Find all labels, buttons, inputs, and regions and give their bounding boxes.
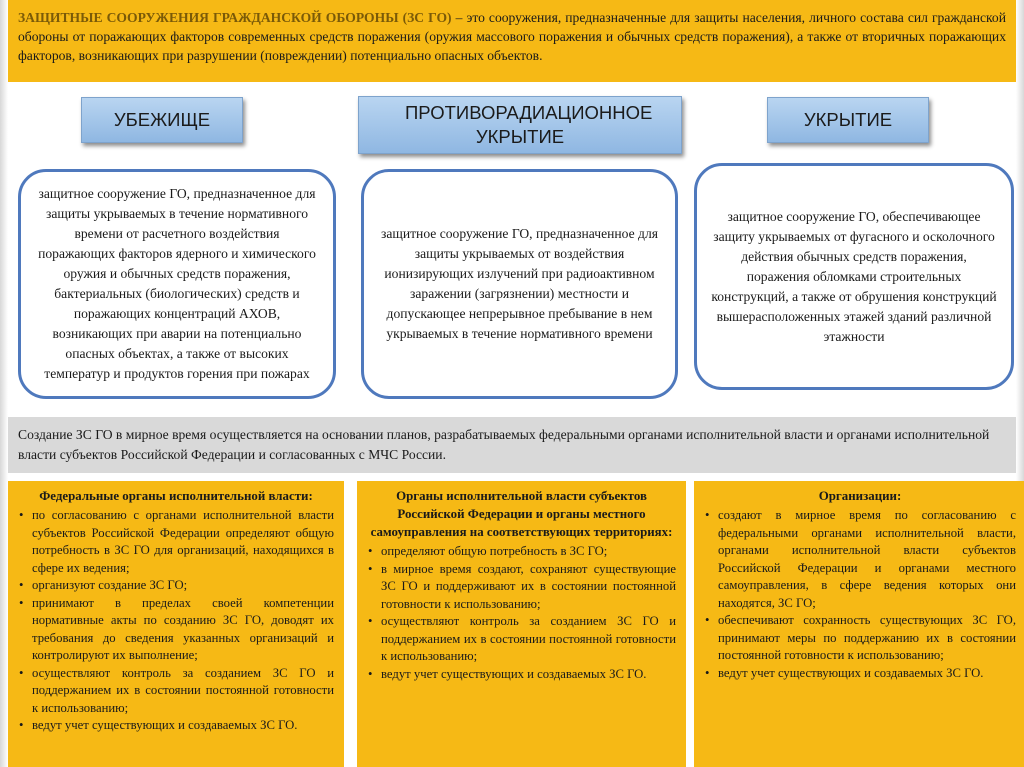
duty-list xyxy=(367,543,676,683)
column-federal-bodies xyxy=(8,481,344,767)
title-cover-label: УКРЫТИЕ xyxy=(803,109,893,130)
list-item: • в мирное время создают, сохраняют существующие ЗС ГО и поддерживают их в состоянии постоянной готовности к использованию; xyxy=(367,561,676,614)
title-shelter xyxy=(81,97,243,143)
list-item: • ведут учет существующих и создаваемых ЗС ГО. xyxy=(367,666,676,684)
description-shelter xyxy=(18,169,336,399)
list-item: • ведут учет существующих и создаваемых ЗС ГО. xyxy=(18,717,334,735)
description-cover xyxy=(694,163,1014,390)
column-heading: Органы исполнительной власти субъектов Российской Федерации и органы местного самоуправления на соответствующих территориях: xyxy=(370,489,673,539)
column-heading: Организации: xyxy=(818,489,902,503)
title-shelter-label: УБЕЖИЩЕ xyxy=(113,109,211,130)
list-item: • осуществляют контроль за созданием ЗС ГО и поддержанием их в состоянии постоянной готовности к использованию; xyxy=(18,665,334,718)
definition-term: ЗАЩИТНЫЕ СООРУЖЕНИЯ ГРАЖДАНСКОЙ ОБОРОНЫ (ЗС ГО) xyxy=(18,10,452,25)
list-item: • обеспечивают сохранность существующих ЗС ГО, принимают меры по поддержанию их в состоянии постоянной готовности к использованию; xyxy=(704,612,1016,665)
column-heading: Федеральные органы исполнительной власти: xyxy=(39,489,313,503)
definition-text: – это сооружения, предназначенные для защиты населения, личного состава сил гражданской обороны от поражающих факторов современных средств поражения (оружия массового поражения и обычных средств поражения), а также от вторичных поражающих факторов, возникающих при разрушении (повреждении) потенциально опасных объектов. xyxy=(18,10,1006,63)
title-cover xyxy=(767,97,929,143)
list-item: • определяют общую потребность в ЗС ГО; xyxy=(367,543,676,561)
duty-list xyxy=(704,507,1016,682)
list-item: • по согласованию с органами исполнительной власти субъектов Российской Федерации определяют общую потребность в ЗС ГО для организаций, находящихся в сфере их ведения; xyxy=(18,507,334,577)
definition-header xyxy=(8,0,1016,82)
list-item: • создают в мирное время по согласованию с федеральными органами исполнительной власти, органами исполнительной власти субъектов Российской Федерации и органами местного самоуправления, в сфере ведения которых они находятся, ЗС ГО; xyxy=(704,507,1016,612)
column-organizations xyxy=(694,481,1024,767)
title-antiradiation-shelter xyxy=(358,96,682,154)
list-item: • принимают в пределах своей компетенции нормативные акты по созданию ЗС ГО, доводят их требования до сведения указанных организаций и контролируют их выполнение; xyxy=(18,595,334,665)
list-item: • ведут учет существующих и создаваемых ЗС ГО. xyxy=(704,665,1016,683)
creation-basis-note xyxy=(8,417,1016,473)
title-antiradiation-shelter-label: ПРОТИВОРАДИАЦИОННОЕ УКРЫТИЕ xyxy=(405,102,653,147)
description-antiradiation-shelter-text: защитное сооружение ГО, предназначенное для защиты укрываемых от воздействия ионизирующих излучений при радиоактивном заражении (загрязнении) местности и допускающее непрерывное пребывание в нем укрываемых в течение нормативного времени xyxy=(380,226,659,341)
description-antiradiation-shelter xyxy=(361,169,678,399)
left-edge-shadow xyxy=(0,0,8,767)
column-regional-bodies xyxy=(357,481,686,767)
duty-list xyxy=(18,507,334,735)
description-shelter-text: защитное сооружение ГО, предназначенное для защиты укрываемых в течение нормативного времени от расчетного воздействия поражающих факторов ядерного и химического оружия и обычных средств поражения, бактериальных (биологических) средств и поражающих концентраций АХОВ, возникающих при аварии на потенциально опасных объектах, а также от высоких температур и продуктов горения при пожарах xyxy=(38,186,316,381)
list-item: • осуществляют контроль за созданием ЗС ГО и поддержанием их в состоянии постоянной готовности к использованию; xyxy=(367,613,676,666)
creation-basis-text: Создание ЗС ГО в мирное время осуществляется на основании планов, разрабатываемых федеральными органами исполнительной власти и органами исполнительной власти субъектов Российской Федерации и согласованных с МЧС России. xyxy=(18,427,990,462)
description-cover-text: защитное сооружение ГО, обеспечивающее защиту укрываемых от фугасного и осколочного действия обычных средств поражения, поражения обломками строительных конструкций, а также от обрушения конструкций вышерасположенных этажей зданий различной этажности xyxy=(711,208,997,344)
list-item: • организуют создание ЗС ГО; xyxy=(18,577,334,595)
